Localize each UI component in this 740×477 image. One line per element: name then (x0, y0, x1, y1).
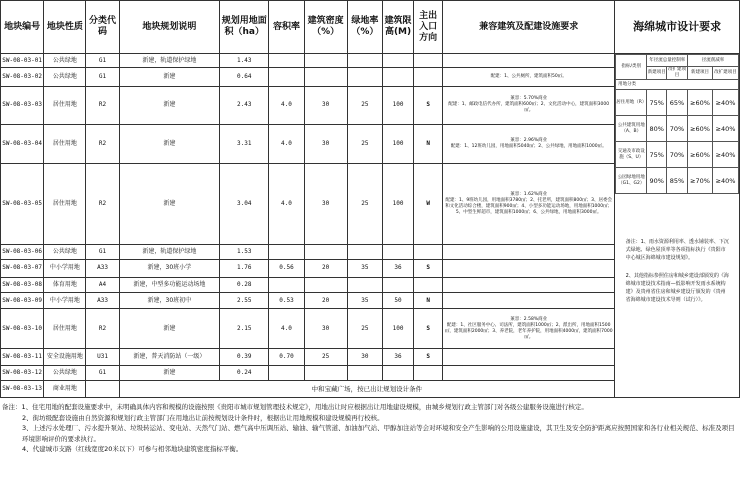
sponge-row-label: 居住用地（R） (616, 90, 647, 116)
note-2: 2、街坊级配套设施由自然资源和规划行政主管部门在用地出让前按规划设计条件时，根据出让用地规模和建设规模再行校核。 (22, 413, 384, 422)
sponge-value: ≥40% (713, 142, 739, 168)
sponge-head-runoff: 年径流总量控制率 (647, 55, 688, 67)
density-cell: 20 (304, 260, 347, 278)
header-sponge: 海绵城市设计要求 (615, 1, 740, 54)
description-cell: 新建，30班初中 (119, 293, 220, 309)
class-code-cell: A4 (86, 277, 119, 292)
plot-code-cell: SW-08-03-06 (1, 244, 44, 259)
area-cell: 2.55 (220, 293, 269, 309)
sponge-value: ≥60% (688, 116, 713, 142)
plot-code-cell: SW-08-03-11 (1, 348, 44, 366)
description-cell: 新建，轨道保护绿地 (119, 54, 220, 68)
height-cell: 100 (382, 309, 413, 348)
header-green: 绿地率（%） (347, 1, 382, 54)
note-1: 备注：1、住宅用地的配套设施要求中，未明确具体内容和规模的设施按照《贵阳市城市规划管理技术规定》，用地出让时应根据出让用地建设规模，由城乡规划行政主管部门对各级公建服务设施进行核定。 (2, 403, 588, 411)
description-cell: 新建，中型多功能运动场地 (119, 277, 220, 292)
plot-code-cell: SW-08-03-07 (1, 260, 44, 278)
far-cell (269, 68, 304, 87)
header-land-use: 地块性质 (44, 1, 86, 54)
class-code-cell: R2 (86, 309, 119, 348)
green-cell: 25 (347, 86, 382, 124)
sponge-value: ≥60% (688, 90, 713, 116)
green-cell: 35 (347, 260, 382, 278)
description-cell: 新建，普天消防站（一级） (119, 348, 220, 366)
area-cell: 2.43 (220, 86, 269, 124)
class-code-cell: R2 (86, 164, 119, 245)
area-cell: 3.31 (220, 124, 269, 163)
facilities-cell (443, 366, 615, 381)
green-cell: 25 (347, 309, 382, 348)
height-cell: 100 (382, 164, 413, 245)
plot-code-cell: SW-08-03-01 (1, 54, 44, 68)
description-cell: 新建 (119, 68, 220, 87)
notes-section (2, 402, 738, 455)
height-cell: 100 (382, 86, 413, 124)
facilities-cell (443, 54, 615, 68)
density-cell (304, 54, 347, 68)
green-cell (347, 244, 382, 259)
land-use-cell: 居住用地 (44, 86, 86, 124)
entrance-cell (414, 366, 443, 381)
area-cell: 0.64 (220, 68, 269, 87)
sponge-value: ≥60% (688, 142, 713, 168)
entrance-cell (414, 244, 443, 259)
far-cell: 0.56 (269, 260, 304, 278)
density-cell: 20 (304, 293, 347, 309)
description-cell: 新建 (119, 124, 220, 163)
entrance-cell: S (414, 309, 443, 348)
header-description: 地块规划说明 (119, 1, 220, 54)
class-code-cell: R2 (86, 124, 119, 163)
class-code-cell: G1 (86, 68, 119, 87)
land-use-cell: 居住用地 (44, 124, 86, 163)
density-cell: 30 (304, 164, 347, 245)
plot-code-cell: SW-08-03-04 (1, 124, 44, 163)
header-density: 建筑密度（%） (304, 1, 347, 54)
sponge-value: 80% (647, 116, 667, 142)
sponge-value: 85% (667, 168, 688, 194)
area-cell: 1.76 (220, 260, 269, 278)
description-cell: 新建 (119, 86, 220, 124)
sponge-value: 70% (667, 142, 688, 168)
facilities-cell: 配建：1、公共厕所，建筑面积50㎡。 (443, 68, 615, 87)
entrance-cell: N (414, 124, 443, 163)
green-cell (347, 366, 382, 381)
far-cell: 4.0 (269, 164, 304, 245)
height-cell (382, 366, 413, 381)
header-height: 建筑限高(M) (382, 1, 413, 54)
height-cell (382, 54, 413, 68)
entrance-cell: S (414, 86, 443, 124)
note-3: 3、上述污水处理厂、污水提升泵站、垃圾转运站、变电站、天然气门站、燃气高中压调压站、输油、输气管道、加油加气站、甲醇加注站等会对环境和安全产生影响的公用设施建设，其卫生及安全防护距离应按照国家和各行业相关规范、标准及项目环境影响评价的要求执行。 (22, 424, 735, 443)
green-cell (347, 54, 382, 68)
plot-code-cell: SW-08-03-10 (1, 309, 44, 348)
class-code-cell: R2 (86, 86, 119, 124)
green-cell (347, 277, 382, 292)
density-cell: 30 (304, 86, 347, 124)
land-use-cell: 公共绿地 (44, 68, 86, 87)
far-cell: 4.0 (269, 86, 304, 124)
sponge-head-pollute: 径流削减率 (688, 55, 739, 67)
height-cell (382, 244, 413, 259)
entrance-cell (414, 68, 443, 87)
area-cell: 1.43 (220, 54, 269, 68)
header-class-code: 分类代码 (86, 1, 119, 54)
green-cell: 30 (347, 348, 382, 366)
plot-code-cell: SW-08-03-08 (1, 277, 44, 292)
plot-code-cell: SW-08-03-09 (1, 293, 44, 309)
header-area: 规划用地面积（ha） (220, 1, 269, 54)
sponge-head-type: 指标/类别 (616, 55, 647, 80)
header-plot-code: 地块编号 (1, 1, 44, 54)
sponge-note-2: 2、其他指标参照住房和城乡建设部颁发的《海绵城市建设技术指南—低影响开发雨水系统构建》及贵州省住房和城乡建设厅颁发的《贵州省海绵城市建设技术导则（试行）》。 (625, 273, 729, 304)
height-cell (382, 68, 413, 87)
area-cell: 0.39 (220, 348, 269, 366)
entrance-cell (414, 54, 443, 68)
land-use-cell: 居住用地 (44, 309, 86, 348)
density-cell: 30 (304, 124, 347, 163)
sponge-head-runoff-old: 改扩建项目 (668, 67, 687, 79)
sponge-note-1: 备注：1、雨水资源利用率、透水铺装率、下沉式绿地、绿色屋顶率等各项指标执行《贵阳市中心城区海绵城市建设规划》。 (625, 239, 729, 262)
facilities-cell (443, 260, 615, 278)
height-cell: 50 (382, 293, 413, 309)
land-use-cell: 安全设施用地 (44, 348, 86, 366)
height-cell (382, 277, 413, 292)
sponge-requirements (615, 54, 740, 398)
sponge-value: 90% (647, 168, 667, 194)
facilities-cell: 兼容：2.96%商业 配建：1、12班幼儿园，用地面积5040㎡；2、公共绿地，用地面积1000㎡。 (443, 124, 615, 163)
far-cell: 4.0 (269, 309, 304, 348)
class-code-cell: G1 (86, 366, 119, 381)
facilities-cell: 兼容：5.70%商业 配建：1、邮政电信代办所，建筑面积600㎡；2、文化活动中心，建筑面积3000㎡。 (443, 86, 615, 124)
entrance-cell: N (414, 293, 443, 309)
far-cell (269, 244, 304, 259)
far-cell: 4.0 (269, 124, 304, 163)
note-4: 4、代建城市支路（红线宽度20米以下）可参与相邻地块建筑密度指标平衡。 (22, 445, 243, 453)
far-cell (269, 277, 304, 292)
density-cell (304, 244, 347, 259)
far-cell: 0.53 (269, 293, 304, 309)
description-cell: 新建 (119, 164, 220, 245)
area-cell: 0.24 (220, 366, 269, 381)
table-row (1, 54, 740, 68)
land-use-cell: 中小学用地 (44, 260, 86, 278)
sponge-row-label: 交通及市政设施（S、U） (616, 142, 647, 168)
class-code-cell: A33 (86, 260, 119, 278)
green-cell (347, 68, 382, 87)
plot-code-cell: SW-08-03-13 (1, 381, 44, 398)
facilities-cell (443, 277, 615, 292)
plot-code-cell: SW-08-03-03 (1, 86, 44, 124)
description-cell: 新建，30班小学 (119, 260, 220, 278)
entrance-cell: S (414, 348, 443, 366)
description-cell: 新建 (119, 309, 220, 348)
class-code-cell (86, 381, 119, 398)
header-entrance: 主出入口方向 (414, 1, 443, 54)
entrance-cell: S (414, 260, 443, 278)
height-cell: 36 (382, 260, 413, 278)
density-cell (304, 68, 347, 87)
sponge-row-label: 公园绿地用地（G1、G2） (616, 168, 647, 194)
area-cell: 1.53 (220, 244, 269, 259)
sponge-value: 75% (647, 142, 667, 168)
area-cell: 2.15 (220, 309, 269, 348)
far-cell (269, 366, 304, 381)
land-use-cell: 中小学用地 (44, 293, 86, 309)
density-cell: 30 (304, 309, 347, 348)
green-cell: 25 (347, 164, 382, 245)
description-cell: 新建 (119, 366, 220, 381)
sponge-value: 65% (667, 90, 688, 116)
header-far: 容积率 (269, 1, 304, 54)
plot-code-cell: SW-08-03-02 (1, 68, 44, 87)
land-use-cell: 公共绿地 (44, 54, 86, 68)
facilities-cell (443, 244, 615, 259)
merged-conditions-cell: 中和宝藏广场，按已出让规划设计条件 (119, 381, 615, 398)
header-facilities: 兼容建筑及配建设施要求 (443, 1, 615, 54)
density-cell (304, 277, 347, 292)
sponge-head-pollute-old: 改扩建项目 (713, 67, 739, 80)
density-cell (304, 366, 347, 381)
description-cell: 新建，轨道保护绿地 (119, 244, 220, 259)
area-cell: 3.04 (220, 164, 269, 245)
sponge-head-runoff-new: 新建项目 (647, 67, 667, 80)
entrance-cell (414, 277, 443, 292)
class-code-cell: U31 (86, 348, 119, 366)
sponge-row-label: 公共建筑用地（A、B） (616, 116, 647, 142)
class-code-cell: A33 (86, 293, 119, 309)
height-cell: 100 (382, 124, 413, 163)
land-use-cell: 公共绿地 (44, 366, 86, 381)
facilities-cell: 兼容：2.58%商业 配建：1、社区服务中心、司法所，建筑面积1000㎡；2、派出所，用地面积1500㎡，建筑面积2000㎡；3、养老院，老年养护院，用地面积4000㎡，建筑面积7000㎡。 (443, 309, 615, 348)
sponge-value: 70% (667, 116, 688, 142)
density-cell: 25 (304, 348, 347, 366)
sponge-value: ≥70% (688, 168, 713, 194)
class-code-cell: G1 (86, 54, 119, 68)
far-cell: 0.70 (269, 348, 304, 366)
facilities-cell: 兼容：1.62%商业 配建：1、9班幼儿园，用地面积3780㎡；2、托老所，建筑面积800㎡；3、居委会和文化活动综合楼，建筑面积900㎡；4、小型多功能运动场地，用地面积1000㎡；5、中型生鲜超市，建筑面积1000㎡；6、公共绿地，用地面积3000㎡。 (443, 164, 615, 245)
sponge-value: ≥40% (713, 168, 739, 194)
land-use-cell: 体育用地 (44, 277, 86, 292)
land-use-cell: 商业用地 (44, 381, 86, 398)
green-cell: 35 (347, 293, 382, 309)
sponge-value: ≥40% (713, 116, 739, 142)
sponge-head-pollute-new: 新建项目 (688, 67, 713, 80)
facilities-cell (443, 348, 615, 366)
facilities-cell (443, 293, 615, 309)
height-cell: 36 (382, 348, 413, 366)
sponge-value: ≥40% (713, 90, 739, 116)
green-cell: 25 (347, 124, 382, 163)
class-code-cell: G1 (86, 244, 119, 259)
sponge-indicator-table (615, 54, 739, 397)
area-cell: 0.28 (220, 277, 269, 292)
land-use-cell: 居住用地 (44, 164, 86, 245)
land-use-cell: 公共绿地 (44, 244, 86, 259)
far-cell (269, 54, 304, 68)
entrance-cell: W (414, 164, 443, 245)
sponge-head-land: 用地分类 (616, 80, 739, 90)
sponge-value: 75% (647, 90, 667, 116)
plot-code-cell: SW-08-03-12 (1, 366, 44, 381)
plot-code-cell: SW-08-03-05 (1, 164, 44, 245)
